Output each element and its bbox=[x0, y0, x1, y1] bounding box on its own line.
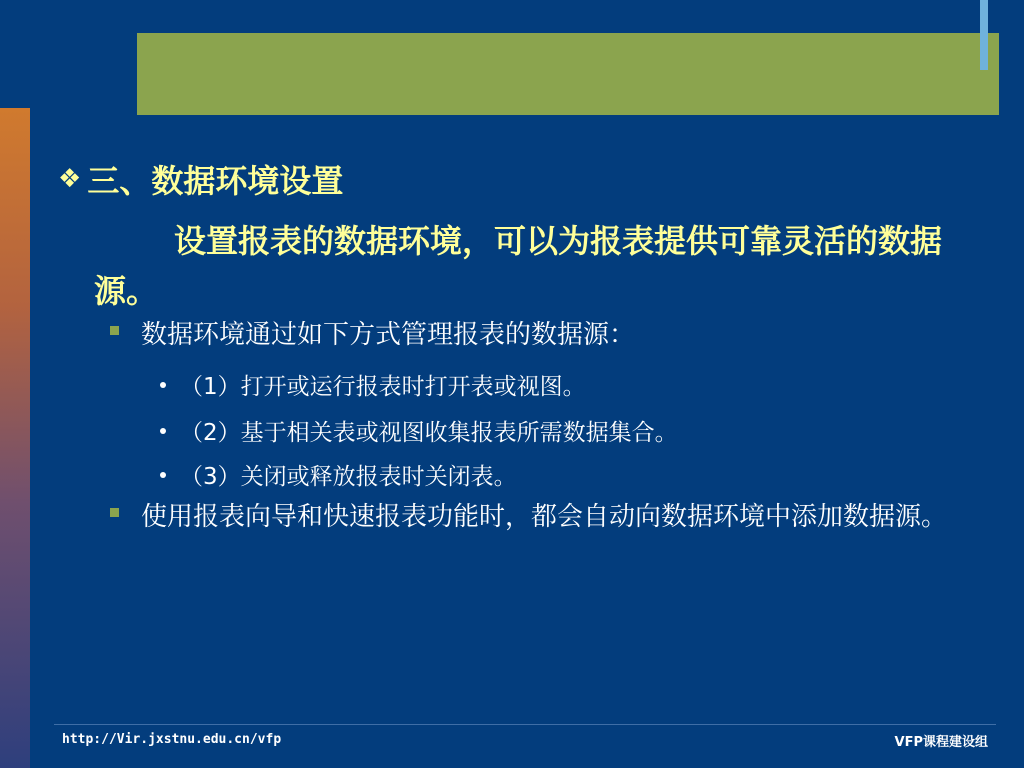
bullet-item bbox=[110, 316, 635, 354]
dot-bullet-icon bbox=[160, 382, 166, 388]
bullet-text: 数据环境通过如下方式管理报表的数据源： bbox=[141, 320, 636, 350]
left-gradient-bar bbox=[0, 108, 30, 768]
sub-item-text: （1）打开或运行报表时打开表或视图。 bbox=[180, 374, 586, 400]
dot-bullet-icon bbox=[160, 428, 166, 434]
sub-item-text: （3）关闭或释放报表时关闭表。 bbox=[180, 464, 517, 490]
footer-group-label: VFP课程建设组 bbox=[894, 735, 988, 750]
sub-item-text: （2）基于相关表或视图收集报表所需数据集合。 bbox=[180, 420, 678, 446]
sub-item bbox=[160, 458, 517, 491]
footer-url: http://Vir.jxstnu.edu.cn/vfp bbox=[62, 732, 282, 747]
sub-item bbox=[160, 368, 586, 401]
footer-divider bbox=[54, 724, 996, 725]
sub-item bbox=[160, 414, 678, 447]
bullet-item bbox=[110, 498, 950, 536]
dot-bullet-icon bbox=[160, 472, 166, 478]
intro-paragraph: 设置报表的数据环境，可以为报表提供可靠灵活的数据源。 bbox=[94, 222, 943, 310]
title-bar bbox=[137, 33, 999, 115]
square-bullet-icon bbox=[110, 326, 119, 335]
heading-text: 三、数据环境设置 bbox=[87, 162, 344, 200]
bullet-text: 使用报表向导和快速报表功能时，都会自动向数据环境中添加数据源。 bbox=[141, 502, 948, 532]
slide-heading bbox=[58, 156, 343, 202]
diamond-bullet-icon: ❖ bbox=[58, 164, 82, 194]
top-accent-line bbox=[980, 0, 988, 70]
square-bullet-icon bbox=[110, 508, 119, 517]
